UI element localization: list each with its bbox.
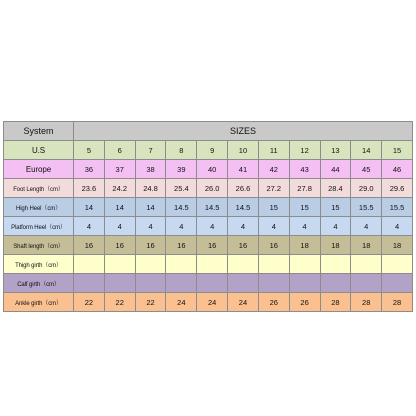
size-value-cell: 7 [135,141,166,160]
size-value-cell [166,255,197,274]
system-header: System [4,122,74,141]
size-value-cell: 37 [104,160,135,179]
size-value-cell: 4 [351,217,382,236]
size-value-cell: 4 [166,217,197,236]
size-value-cell [197,274,228,293]
size-value-cell: 24 [228,293,259,312]
size-value-cell: 16 [104,236,135,255]
size-value-cell: 4 [104,217,135,236]
size-value-cell [382,274,413,293]
size-value-cell [351,274,382,293]
size-value-cell: 36 [74,160,105,179]
size-value-cell: 16 [197,236,228,255]
size-value-cell: 24.8 [135,179,166,198]
size-value-cell: 4 [135,217,166,236]
size-value-cell: 4 [197,217,228,236]
size-value-cell: 26.0 [197,179,228,198]
size-value-cell: 4 [320,217,351,236]
size-value-cell: 16 [258,236,289,255]
size-value-cell: 26 [289,293,320,312]
size-value-cell: 24 [166,293,197,312]
size-value-cell: 41 [228,160,259,179]
table-row [4,217,413,236]
size-value-cell: 4 [382,217,413,236]
size-value-cell: 14 [74,198,105,217]
size-value-cell [351,255,382,274]
size-value-cell: 24 [197,293,228,312]
size-value-cell: 15 [382,141,413,160]
header-row [4,122,413,141]
size-value-cell: 14 [104,198,135,217]
size-value-cell [382,255,413,274]
size-value-cell: 24.2 [104,179,135,198]
size-value-cell: 26.6 [228,179,259,198]
size-value-cell: 27.8 [289,179,320,198]
size-value-cell: 12 [289,141,320,160]
size-value-cell: 42 [258,160,289,179]
size-value-cell: 15 [258,198,289,217]
size-value-cell: 44 [320,160,351,179]
size-value-cell [74,255,105,274]
sizes-header: SIZES [74,122,413,141]
size-value-cell: 28 [382,293,413,312]
size-value-cell: 28 [320,293,351,312]
size-value-cell: 23.6 [74,179,105,198]
size-value-cell: 38 [135,160,166,179]
chart-body [4,141,413,312]
row-label: Foot Length（cm） [4,179,74,198]
size-value-cell [228,274,259,293]
size-value-cell: 16 [166,236,197,255]
size-value-cell: 15 [320,198,351,217]
size-value-cell: 14 [351,141,382,160]
size-value-cell: 22 [74,293,105,312]
size-chart-table [3,121,413,312]
row-label: U.S [4,141,74,160]
size-value-cell: 6 [104,141,135,160]
size-value-cell: 46 [382,160,413,179]
size-value-cell [258,274,289,293]
size-value-cell: 14.5 [166,198,197,217]
size-value-cell: 4 [74,217,105,236]
row-label: High Heel（cm） [4,198,74,217]
size-value-cell: 15 [289,198,320,217]
row-label: Calf girth（cm） [4,274,74,293]
row-label: Platform Heel（cm） [4,217,74,236]
size-value-cell: 5 [74,141,105,160]
size-value-cell: 16 [135,236,166,255]
size-value-cell: 29.0 [351,179,382,198]
size-value-cell [258,255,289,274]
table-row [4,141,413,160]
size-value-cell [166,274,197,293]
row-label: Thigh girth（cm） [4,255,74,274]
size-value-cell [74,274,105,293]
size-value-cell: 29.6 [382,179,413,198]
size-value-cell: 4 [289,217,320,236]
table-row [4,293,413,312]
size-value-cell [289,274,320,293]
size-value-cell: 16 [228,236,259,255]
size-value-cell: 15.5 [351,198,382,217]
size-value-cell [104,255,135,274]
size-value-cell: 18 [289,236,320,255]
table-row [4,198,413,217]
size-value-cell [135,274,166,293]
size-value-cell: 18 [320,236,351,255]
table-row [4,255,413,274]
row-label: Europe [4,160,74,179]
size-value-cell [289,255,320,274]
size-value-cell: 15.5 [382,198,413,217]
size-value-cell: 10 [228,141,259,160]
table-row [4,274,413,293]
size-value-cell [197,255,228,274]
size-value-cell: 4 [228,217,259,236]
table-row [4,160,413,179]
size-value-cell: 28.4 [320,179,351,198]
size-value-cell: 4 [258,217,289,236]
table-row [4,179,413,198]
size-value-cell: 22 [135,293,166,312]
size-value-cell: 43 [289,160,320,179]
size-value-cell [320,274,351,293]
table-row [4,236,413,255]
size-value-cell: 45 [351,160,382,179]
size-value-cell: 16 [74,236,105,255]
size-value-cell: 14.5 [197,198,228,217]
size-value-cell: 8 [166,141,197,160]
size-value-cell: 9 [197,141,228,160]
row-label: Shaft length（cm） [4,236,74,255]
size-value-cell [320,255,351,274]
size-value-cell [135,255,166,274]
row-label: Ankle girth（cm） [4,293,74,312]
size-value-cell: 18 [351,236,382,255]
size-value-cell [228,255,259,274]
size-value-cell: 11 [258,141,289,160]
size-value-cell: 14.5 [228,198,259,217]
size-value-cell: 39 [166,160,197,179]
size-value-cell: 22 [104,293,135,312]
size-value-cell: 40 [197,160,228,179]
size-value-cell: 13 [320,141,351,160]
size-value-cell: 27.2 [258,179,289,198]
size-value-cell: 18 [382,236,413,255]
size-value-cell: 26 [258,293,289,312]
size-value-cell [104,274,135,293]
size-value-cell: 14 [135,198,166,217]
size-value-cell: 25.4 [166,179,197,198]
size-value-cell: 28 [351,293,382,312]
